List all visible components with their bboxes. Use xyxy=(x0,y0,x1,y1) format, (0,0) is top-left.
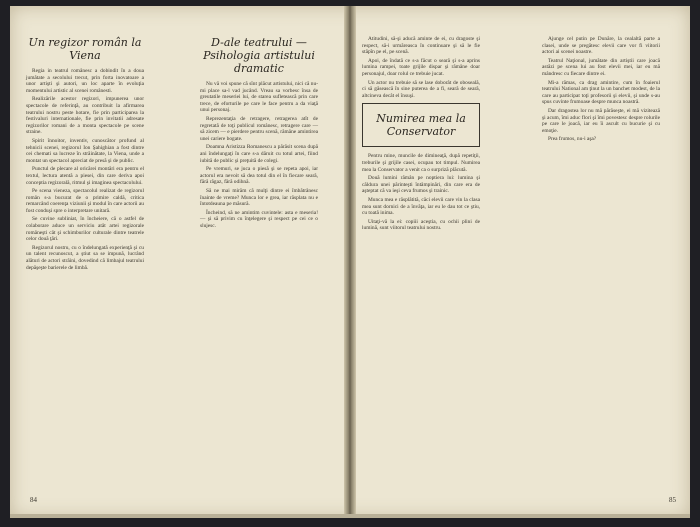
page-number-left: 84 xyxy=(30,496,37,504)
left-column-1 xyxy=(26,36,144,273)
paragraph: Apoi, de îndată ce s-a făcut o seară şi s-a aprins lumina rampei, toate grijile dispar şi rămâne doar personajul, doar rolul ce trebuie jucat. xyxy=(362,57,480,77)
right-page xyxy=(352,6,690,518)
right-column-2 xyxy=(542,36,660,145)
paragraph: Două lumini rămân pe noptiera lui: lumina şi căldura unei părinteşti întâmpinări, din care era de aşteptat că va ieşi ceva frumos şi trainic. xyxy=(362,175,480,195)
conservator-title-box xyxy=(362,103,480,147)
paragraph: Un actor nu trebuie să se lase doborât de oboseală, ci să găsească în sine puterea de a fi, seară de seară, altcineva decât el însuşi. xyxy=(362,79,480,99)
article-body-conservator xyxy=(362,153,480,232)
article-title-regizor: Un regizor român la Viena xyxy=(28,36,142,62)
page-number-right: 85 xyxy=(669,496,676,504)
paragraph: Realizările acestor regizori, impunerea unor spectacole de referinţă, au contribuit la afirmarea teatrului nostru peste hotare, fie prin participarea la festivaluri internationale, fie prin invitatii adresate regizorilor romani de a monta spectacole pe scene straine. xyxy=(26,96,144,136)
paragraph: Pentru mine, muncile de dimineaţă, după repetiţii, treburile şi grijile casei, ocupau tot timpul. Numirea mea la Conservator a venit ca o surpriză plăcută. xyxy=(362,153,480,173)
paragraph: Punctul de plecare al oricărei montări era pentru el textul, lectura atentă a piesei, din care deriva apoi conceptia regizorală, ritmul şi imaginea spectacolului. xyxy=(26,166,144,186)
article-title-psihologia: D-ale teatrului — Psihologia artistului dramatic xyxy=(203,36,315,75)
paragraph: Atitudini, să-şi aducă aminte de ei, cu dragoste şi respect, să-i urmăreasca în continuare şi să le fie stăpîn pe el, pe scenă. xyxy=(362,36,480,56)
paragraph: Regizorul nostru, cu o îndelungată experienţă şi cu un talent recunoscut, a ştiut sa se impună, lucrând alături de actori străini, dovedind că limbajul teatrului depăşeşte barierele de limbă. xyxy=(26,244,144,271)
paragraph: Mi-a rămas, ca drag amintire, cum în foaierul teatrului National am ţinut la un banchet modest, de la care au participat toţi profesorii şi elevii, şi unde s-au spus cuvinte frumoase despre munca noastră. xyxy=(542,79,660,106)
article-title-conservator: Numirea mea la Conservator xyxy=(376,112,466,139)
paragraph: Pe vremuri, se juca o piesă şi se repeta apoi, iar actorul era nevoit să dea totul din el în fiecare seară, fără răgaz, fără odihnă. xyxy=(200,166,318,186)
left-page xyxy=(10,6,348,518)
article-body-psihologia xyxy=(200,81,318,229)
paragraph: Uitaţi-vă la ei: copiii aceştia, cu ochii plini de lumină, sunt viitorul teatrului nostru. xyxy=(362,218,480,232)
right-col1-body xyxy=(362,36,480,99)
paragraph: Încheind, să ne amintim cuvintele: asta e meseria! — şi să privim cu înţelegere şi respect pe cei ce o slujesc. xyxy=(200,209,318,229)
left-column-2 xyxy=(200,36,318,231)
paragraph: Pe scena vieneza, spectacolul realizat de regizorul român s-a bucurat de o primire caldă, critica remarcând coerenţa viziunii şi modul în care actorii au fost conduşi spre o interpretare unitară. xyxy=(26,188,144,214)
paragraph: Prea frumos, nu-i aşa? xyxy=(548,136,597,143)
right-column-1 xyxy=(362,36,480,234)
paragraph: Spirit înnoitor, inventiv, cunoscător profund al tehnicii scenei, regizorul Ion Şahighian a fost dintre cei chemati sa lucreze în străinătate, la Viena, unde a montat un spectacol apreciat de presă şi de public. xyxy=(26,137,144,164)
paragraph: Munca mea e răsplătită, căci elevii care vin la clasa mea sunt dornici de a învăţa, iar eu le dau tot ce ştiu, cu toată inima. xyxy=(362,196,480,217)
paragraph: Doamna Aristizza Romanescu a părăsit scena după ani îndelungaţi în care s-a dăruit cu totul artei, fiind iubită de public şi preţuită de colegi. xyxy=(200,144,318,164)
paragraph: Se cuvine subliniat, în încheiere, că o astfel de colaborare aduce un serviciu atât artei regizorale româneşti cât şi schimburilor culturale dintre teatrele celor două ţări. xyxy=(26,216,144,243)
paragraph: Nu vă voi spune că sînt plăcut artistului, nici că nu-mi place sa-l vad jucând. Vreau sa vorbesc însa de greutatile meseriei lui, de starea sufletească prin care trece, de eforturile pe care le face pentru a da viaţă unui personaj. xyxy=(200,81,318,114)
paragraph: Regia in teatrul românesc a dobindit în a doua jumătate a secolului trecut, prin forta inovatoare a unor artişti şi autori, un loc aparte în evoluţia momentului artistic al scenei românesti. xyxy=(26,68,144,94)
right-col2-body xyxy=(542,36,660,143)
article-body-regizor xyxy=(26,68,144,271)
paragraph: Reprezentaţia de retragere, retragerea atît de regretată de toţi publicul românesc, retragere care — să zicem — e pierdere pentru scenă, rămâne amintirea unei cariere bogate. xyxy=(200,115,318,142)
book-spread xyxy=(10,6,690,518)
paragraph: Să ne mai mirăm că mulţi dintre ei îmbătrânesc înainte de vreme? Munca lor e grea, iar răsplata nu e întotdeauna pe măsură. xyxy=(200,187,318,208)
paragraph: Ajunge cel putin pe Dunăre, la cealaltă parte a clasei, unde se pregătesc elevii care vor fi viitorii actori ai scenei noastre. xyxy=(542,36,660,56)
book-bottom-edge xyxy=(10,514,690,518)
paragraph: Teatrul Naţional, jumătate din artiştii care joacă astăzi pe scena lui au fost elevii mei, iar eu mă mândresc cu fiecare dintre ei. xyxy=(542,57,660,77)
paragraph: Dar dragostea lor nu mă părăseşte, ei mă vizitează şi acum, îmi aduc flori şi îmi povestesc despre rolurile pe care le joacă, iar eu îi ascult cu bucurie şi cu emoţie. xyxy=(542,107,660,134)
